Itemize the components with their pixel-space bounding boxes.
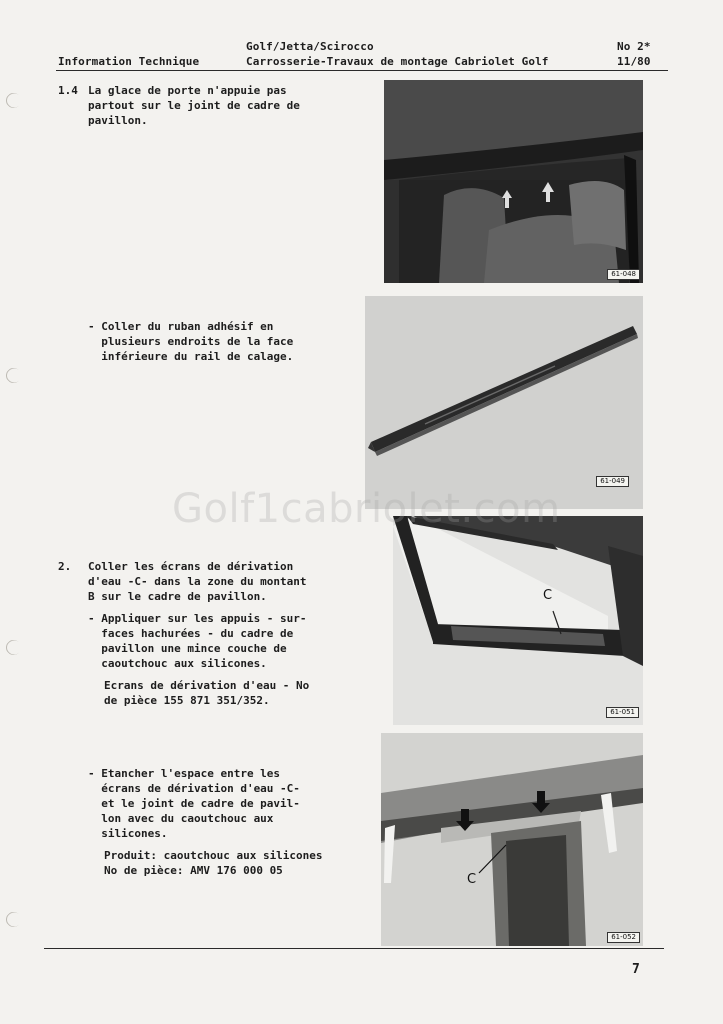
text-line: écrans de dérivation d'eau -C- (88, 782, 300, 795)
header-rule (56, 70, 668, 71)
figure-label: 61-048 (607, 269, 640, 280)
text-line: - Etancher l'espace entre les (88, 767, 281, 780)
text-line: d'eau -C- dans la zone du montant (88, 575, 307, 588)
photo-seal (381, 733, 643, 946)
text-line: pavillon. (88, 114, 148, 127)
text-line: caoutchouc aux silicones. (88, 657, 267, 670)
text-line: silicones. (88, 827, 168, 840)
figure-label: 61-049 (596, 476, 629, 487)
text-line: et le joint de cadre de pavil- (88, 797, 300, 810)
photo-guide-rail (365, 296, 643, 509)
page-number: 7 (632, 962, 640, 977)
binder-hole (3, 909, 24, 930)
footer-rule (44, 948, 664, 949)
callout-c: C (543, 588, 553, 603)
text-line: Produit: caoutchouc aux silicones (104, 849, 323, 862)
text-line: plusieurs endroits de la face (88, 335, 294, 348)
binder-hole (3, 365, 24, 386)
text-line: - Coller du ruban adhésif en (88, 320, 274, 333)
text-line: faces hachurées - du cadre de (88, 627, 294, 640)
text-line: partout sur le joint de cadre de (88, 99, 300, 112)
section-number: 1.4 (58, 84, 78, 97)
binder-hole (3, 637, 24, 658)
header-models: Golf/Jetta/Scirocco (246, 40, 374, 53)
header-number: No 2* (617, 40, 651, 53)
text-line: pavillon une mince couche de (88, 642, 287, 655)
callout-c: C (467, 872, 477, 887)
text-line: No de pièce: AMV 176 000 05 (104, 864, 283, 877)
text-line: B sur le cadre de pavillon. (88, 590, 267, 603)
text-line: Ecrans de dérivation d'eau - No (104, 679, 310, 692)
header-title: Information Technique (58, 55, 200, 68)
photo-door-glass (384, 80, 643, 283)
text-line: La glace de porte n'appuie pas (88, 84, 287, 97)
figure-label: 61-051 (606, 707, 639, 718)
binder-hole (3, 90, 24, 111)
text-line: - Appliquer sur les appuis - sur- (88, 612, 307, 625)
header-date: 11/80 (617, 55, 651, 68)
figure-label: 61-052 (607, 932, 640, 943)
text-line: inférieure du rail de calage. (88, 350, 294, 363)
text-line: Coller les écrans de dérivation (88, 560, 294, 573)
header-subject: Carrosserie-Travaux de montage Cabriolet Golf (246, 55, 549, 68)
watermark: Golf1cabriolet.com (172, 486, 561, 532)
photo-frame-drain (393, 516, 643, 725)
text-line: lon avec du caoutchouc aux (88, 812, 274, 825)
text-line: de pièce 155 871 351/352. (104, 694, 270, 707)
section-number: 2. (58, 560, 72, 573)
